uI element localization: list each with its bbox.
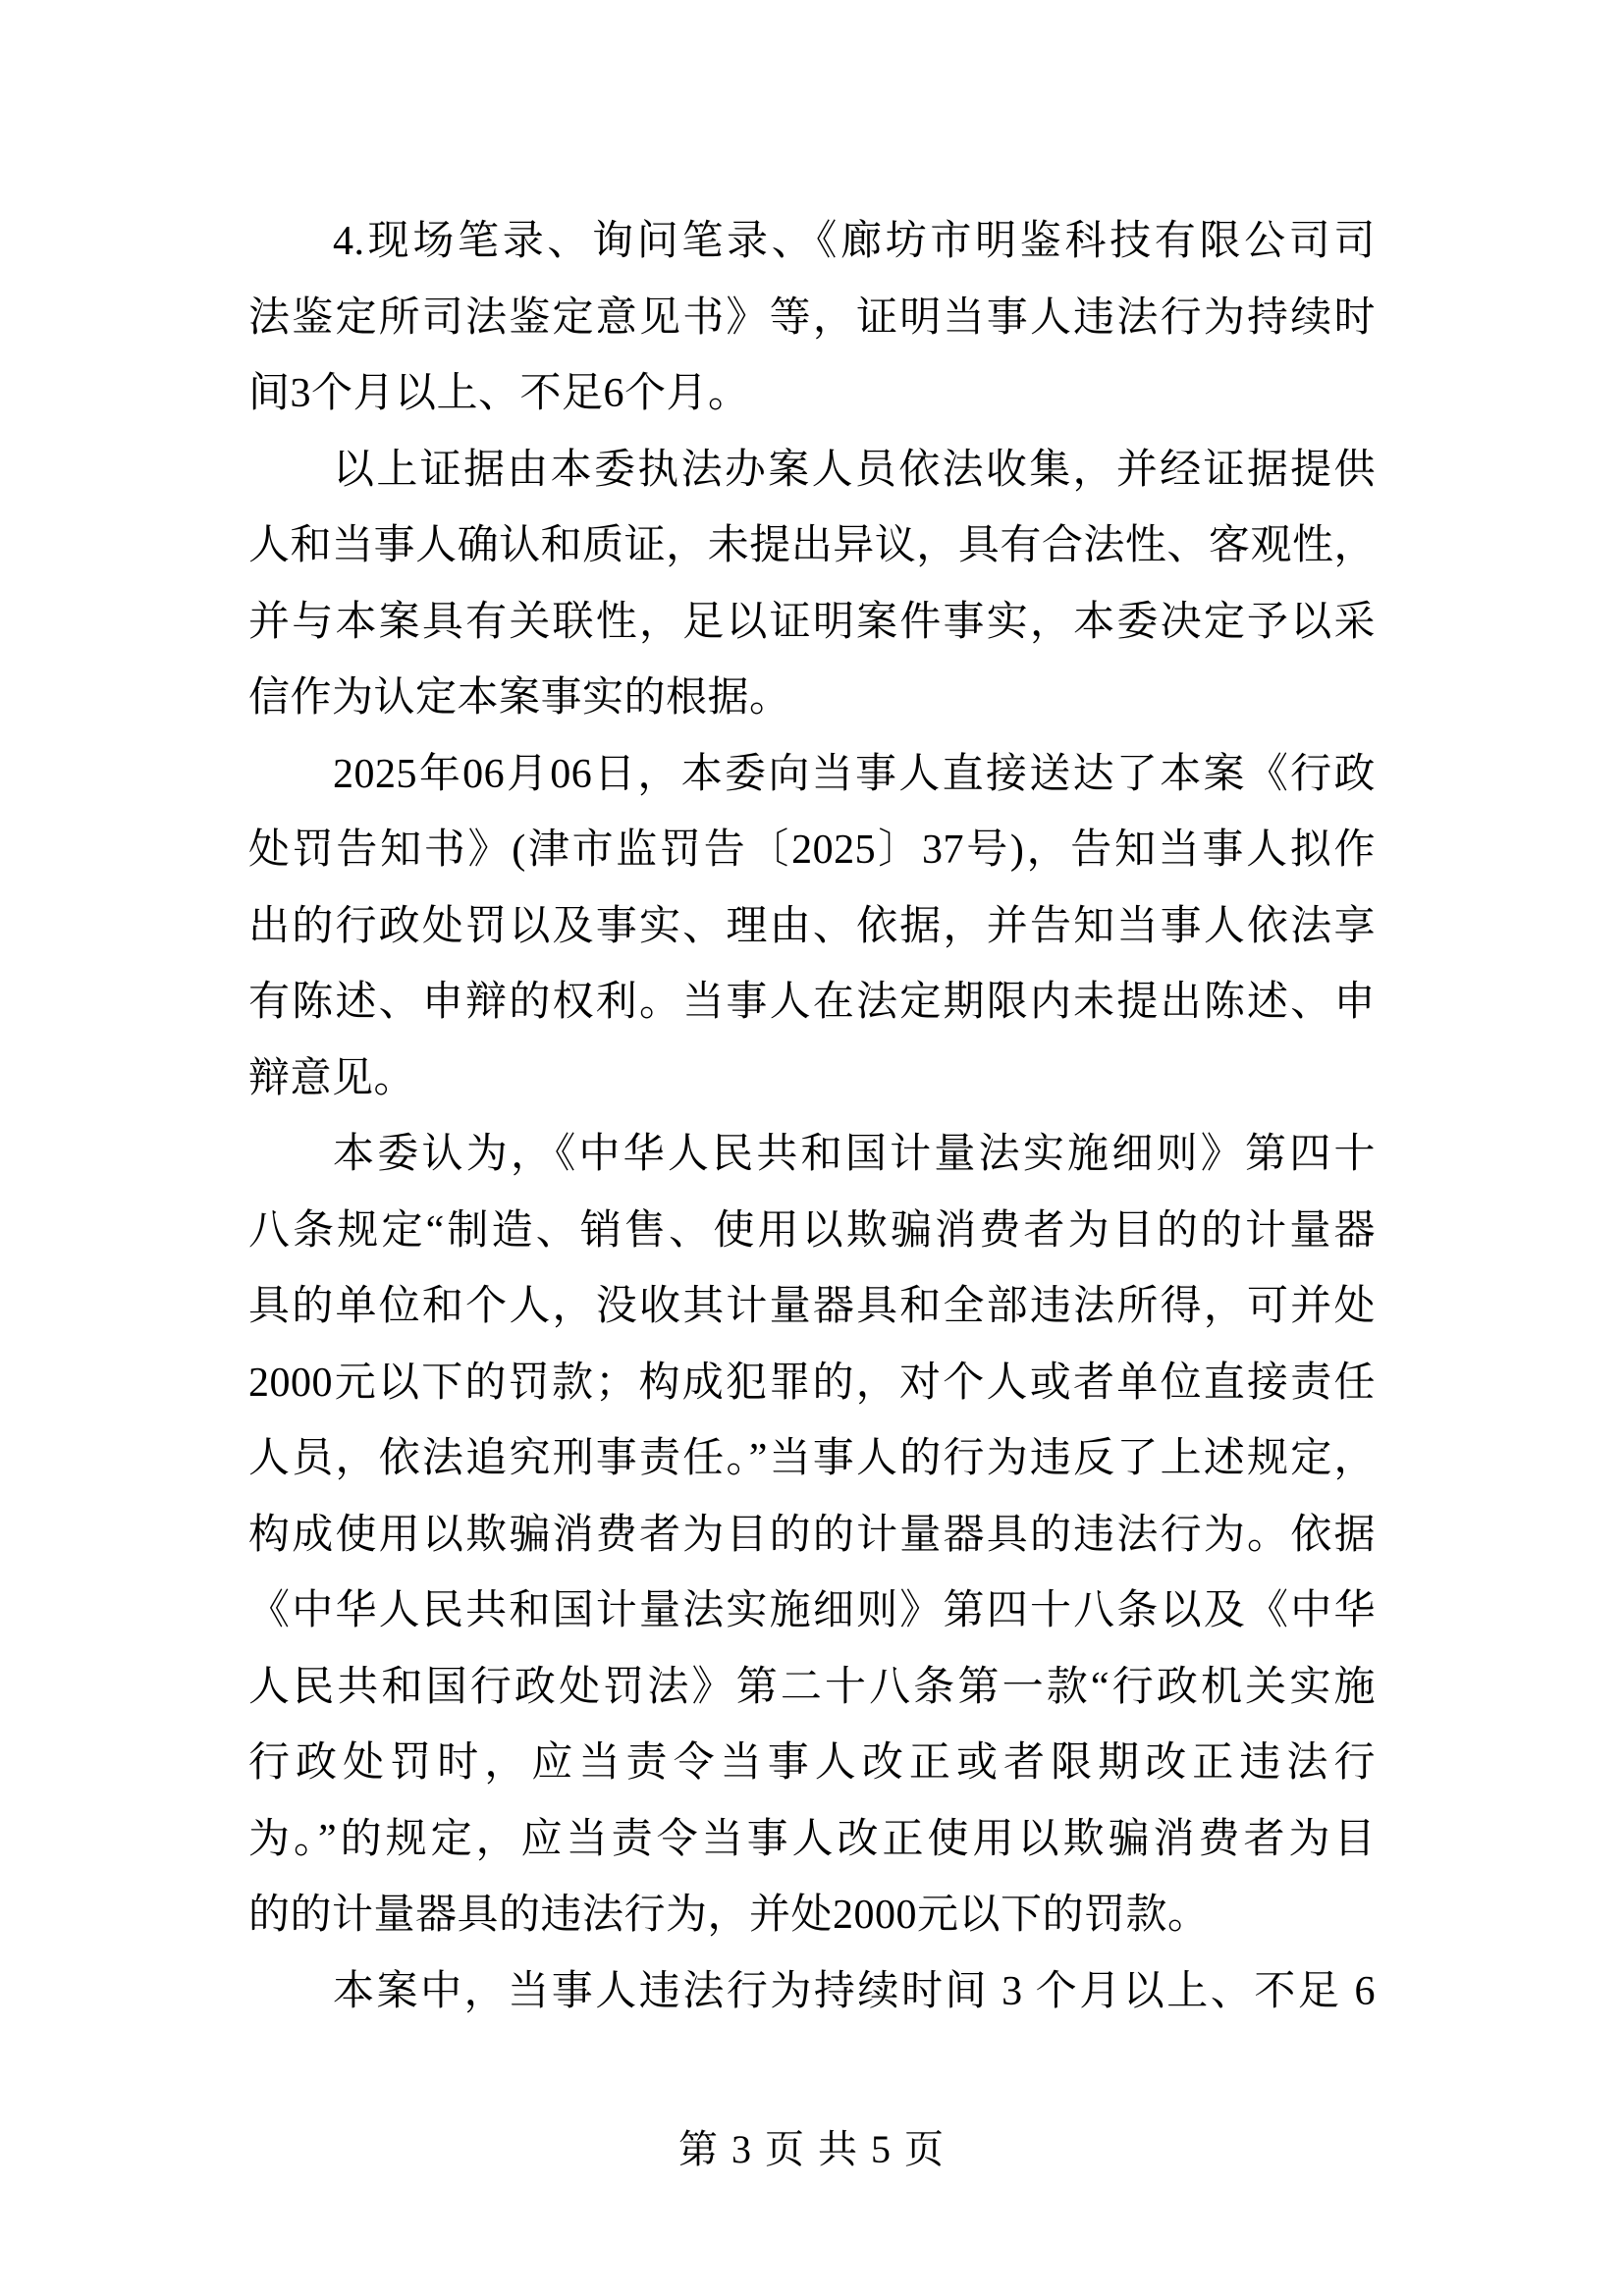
document-body	[248, 204, 1376, 2030]
document-line: 构成使用以欺骗消费者为目的的计量器具的违法行为。依据	[248, 1512, 1376, 1558]
paragraph-notification	[248, 737, 1376, 1118]
document-line: 辩意见。	[248, 1055, 416, 1101]
document-line: 人民共和国行政处罚法》第二十八条第一款“行政机关实施	[248, 1664, 1376, 1710]
document-line: 2025年06月06日，本委向当事人直接送达了本案《行政	[333, 751, 1376, 797]
document-line: 人员，依法追究刑事责任。”当事人的行为违反了上述规定，	[248, 1436, 1376, 1481]
paragraph-legal-basis	[248, 1117, 1376, 1954]
document-line: 具的单位和个人，没收其计量器具和全部违法所得，可并处	[248, 1284, 1376, 1329]
document-line: 为。”的规定，应当责令当事人改正使用以欺骗消费者为目	[248, 1816, 1376, 1862]
document-line: 八条规定“制造、销售、使用以欺骗消费者为目的的计量器	[248, 1207, 1376, 1254]
paragraph-evidence-conclusion	[248, 433, 1376, 737]
paragraph-case-duration	[248, 1954, 1376, 2031]
document-line: 出的行政处罚以及事实、理由、依据，并告知当事人依法享	[248, 903, 1376, 949]
document-line: 有陈述、申辩的权利。当事人在法定期限内未提出陈述、申	[248, 980, 1376, 1025]
document-line: 间3个月以上、不足6个月。	[248, 371, 750, 416]
document-line: 并与本案具有关联性，足以证明案件事实，本委决定予以采	[248, 599, 1376, 645]
paragraph-evidence-item-4	[248, 204, 1376, 433]
document-line: 的的计量器具的违法行为，并处2000元以下的罚款。	[248, 1893, 1210, 1938]
document-line: 法鉴定所司法鉴定意见书》等，证明当事人违法行为持续时	[248, 294, 1376, 341]
document-line: 人和当事人确认和质证，未提出异议，具有合法性、客观性，	[248, 523, 1376, 568]
document-line: 本委认为，《中华人民共和国计量法实施细则》第四十	[333, 1132, 1376, 1177]
page-number: 第 3 页 共 5 页	[678, 2127, 946, 2171]
document-line: 行政处罚时，应当责令当事人改正或者限期改正违法行	[248, 1740, 1376, 1786]
document-line: 信作为认定本案事实的根据。	[248, 675, 791, 721]
document-line: 《中华人民共和国计量法实施细则》第四十八条以及《中华	[248, 1588, 1376, 1633]
document-line: 本案中，当事人违法行为持续时间 3 个月以上、不足 6	[333, 1968, 1376, 2014]
document-line: 以上证据由本委执法办案人员依法收集，并经证据提供	[333, 447, 1376, 493]
document-line: 4.现场笔录、询问笔录、《廊坊市明鉴科技有限公司司	[333, 219, 1376, 264]
document-line: 处罚告知书》(津市监罚告〔2025〕37号)，告知当事人拟作	[248, 828, 1376, 873]
document-line: 2000元以下的罚款；构成犯罪的，对个人或者单位直接责任	[248, 1360, 1376, 1406]
